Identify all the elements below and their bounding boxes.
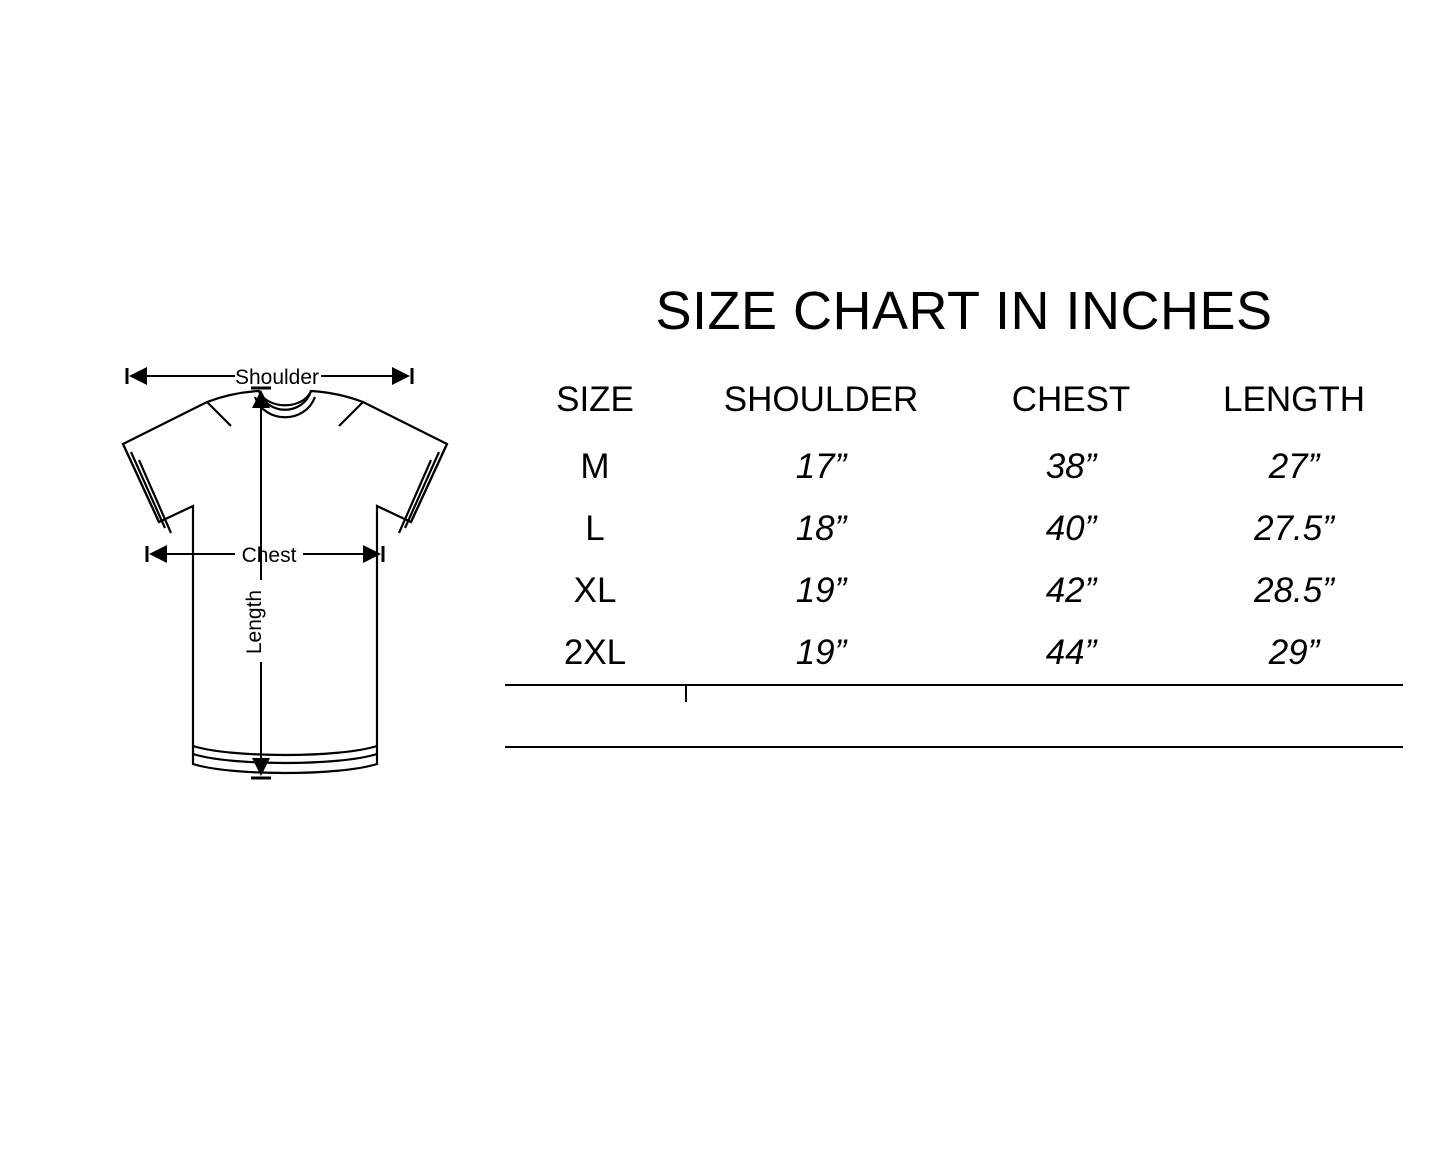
table-row	[505, 560, 1403, 622]
table-row	[505, 436, 1403, 498]
length-dimension	[251, 388, 271, 778]
cell-length: 28.5”	[1254, 571, 1334, 610]
table-header-row	[505, 364, 1403, 436]
cell-chest: 42”	[1045, 571, 1097, 610]
cell-size: XL	[573, 571, 617, 610]
cell-shoulder: 19”	[795, 633, 847, 672]
cell-chest: 44”	[1045, 633, 1097, 672]
rule-line	[505, 684, 1403, 686]
table-row	[505, 622, 1403, 684]
shoulder-label: Shoulder	[234, 366, 320, 389]
cell-size: M	[580, 447, 610, 486]
col-header-size: SIZE	[556, 380, 634, 419]
col-header-length: LENGTH	[1223, 380, 1365, 419]
cell-shoulder: 17”	[795, 447, 847, 486]
rule-line	[505, 746, 1403, 748]
size-chart-table	[505, 364, 1403, 684]
cell-length: 27”	[1268, 447, 1320, 486]
cell-shoulder: 19”	[795, 571, 847, 610]
cell-chest: 38”	[1045, 447, 1097, 486]
cell-length: 27.5”	[1254, 509, 1334, 548]
table-row	[505, 498, 1403, 560]
tshirt-measurement-diagram	[55, 340, 495, 820]
col-header-chest: CHEST	[1011, 380, 1131, 419]
size-chart-panel	[505, 280, 1405, 754]
cell-shoulder: 18”	[795, 509, 847, 548]
col-header-shoulder: SHOULDER	[723, 380, 919, 419]
chart-title: SIZE CHART IN INCHES	[655, 281, 1273, 341]
cell-length: 29”	[1268, 633, 1320, 672]
length-label: Length	[243, 589, 266, 655]
cell-size: L	[585, 509, 605, 548]
cell-size: 2XL	[563, 633, 627, 672]
rule-line	[685, 684, 687, 702]
tshirt-outline	[123, 391, 447, 773]
table-bottom-rules	[505, 684, 1403, 754]
cell-chest: 40”	[1045, 509, 1097, 548]
chest-label: Chest	[241, 544, 297, 567]
